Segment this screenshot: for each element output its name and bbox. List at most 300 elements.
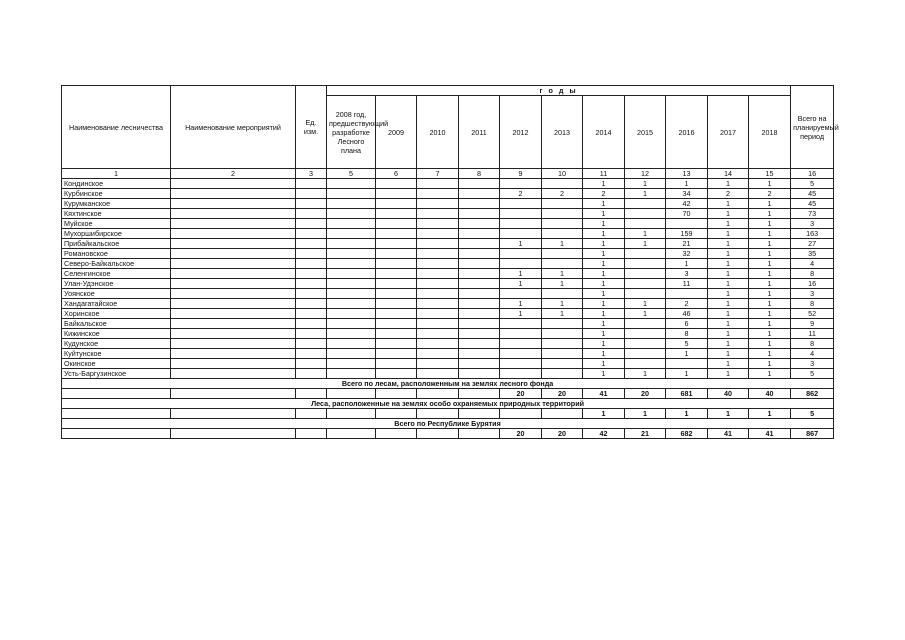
measure-cell — [171, 429, 296, 439]
value-cell: 41 — [749, 429, 791, 439]
table-row — [62, 259, 834, 269]
value-cell: 1 — [749, 269, 791, 279]
measure-cell — [171, 339, 296, 349]
value-cell — [459, 199, 500, 209]
measure-cell — [171, 199, 296, 209]
value-cell: 20 — [542, 389, 583, 399]
value-cell — [376, 339, 417, 349]
value-cell: 8 — [791, 339, 834, 349]
value-cell: 1 — [708, 239, 749, 249]
value-cell: 73 — [791, 209, 834, 219]
forestry-name: Окинское — [62, 359, 171, 369]
unit-cell — [296, 309, 327, 319]
value-cell — [327, 289, 376, 299]
unit-cell — [296, 249, 327, 259]
value-cell — [417, 279, 459, 289]
value-cell: 1 — [583, 259, 625, 269]
value-cell: 1 — [708, 319, 749, 329]
value-cell — [459, 309, 500, 319]
unit-cell — [296, 429, 327, 439]
header-forestry: Наименование лесничества — [62, 86, 171, 169]
value-cell — [327, 279, 376, 289]
value-cell — [459, 219, 500, 229]
value-cell: 682 — [666, 429, 708, 439]
value-cell: 16 — [791, 279, 834, 289]
value-cell — [459, 299, 500, 309]
value-cell — [625, 249, 666, 259]
value-cell — [417, 389, 459, 399]
forestry-name: Муйское — [62, 219, 171, 229]
value-cell — [417, 429, 459, 439]
unit-cell — [296, 189, 327, 199]
value-cell: 52 — [791, 309, 834, 319]
value-cell: 1 — [708, 359, 749, 369]
value-cell — [376, 269, 417, 279]
value-cell: 5 — [791, 179, 834, 189]
section-total-row — [62, 389, 834, 399]
unit-cell — [296, 209, 327, 219]
value-cell: 20 — [542, 429, 583, 439]
value-cell — [500, 319, 542, 329]
value-cell — [327, 199, 376, 209]
value-cell — [327, 319, 376, 329]
value-cell: 1 — [583, 209, 625, 219]
value-cell: 40 — [708, 389, 749, 399]
value-cell: 1 — [625, 309, 666, 319]
unit-cell — [296, 259, 327, 269]
header-prior-year: 2008 год, предшествующий разработке Лесного плана — [327, 96, 376, 169]
value-cell — [417, 369, 459, 379]
value-cell: 681 — [666, 389, 708, 399]
value-cell: 1 — [708, 269, 749, 279]
value-cell: 46 — [666, 309, 708, 319]
value-cell: 20 — [625, 389, 666, 399]
value-cell: 1 — [708, 349, 749, 359]
value-cell — [500, 409, 542, 419]
value-cell — [625, 359, 666, 369]
value-cell — [666, 359, 708, 369]
unit-cell — [296, 179, 327, 189]
value-cell — [376, 309, 417, 319]
value-cell — [542, 339, 583, 349]
unit-cell — [296, 359, 327, 369]
measure-cell — [171, 289, 296, 299]
column-number: 16 — [791, 169, 834, 179]
value-cell — [625, 349, 666, 359]
forestry-name: Кижинское — [62, 329, 171, 339]
value-cell: 21 — [625, 429, 666, 439]
value-cell — [459, 289, 500, 299]
value-cell: 159 — [666, 229, 708, 239]
table-row — [62, 349, 834, 359]
value-cell: 8 — [791, 299, 834, 309]
forestry-name: Мухоршибирское — [62, 229, 171, 239]
value-cell — [542, 259, 583, 269]
value-cell — [376, 239, 417, 249]
value-cell — [417, 249, 459, 259]
table-row — [62, 339, 834, 349]
value-cell — [327, 339, 376, 349]
value-cell — [376, 319, 417, 329]
table-row — [62, 189, 834, 199]
header-year: 2014 — [583, 96, 625, 169]
value-cell — [459, 329, 500, 339]
value-cell — [542, 349, 583, 359]
measure-cell — [171, 389, 296, 399]
section-total-row — [62, 409, 834, 419]
value-cell — [459, 269, 500, 279]
value-cell: 1 — [749, 249, 791, 259]
forestry-name: Курбинское — [62, 189, 171, 199]
value-cell: 1 — [749, 299, 791, 309]
value-cell: 1 — [666, 409, 708, 419]
value-cell: 2 — [666, 299, 708, 309]
value-cell: 1 — [749, 229, 791, 239]
section-title: Всего по лесам, расположенным на землях лесного фонда — [62, 379, 834, 389]
column-number: 13 — [666, 169, 708, 179]
value-cell — [376, 249, 417, 259]
value-cell — [327, 219, 376, 229]
value-cell — [625, 209, 666, 219]
value-cell — [459, 319, 500, 329]
value-cell — [417, 239, 459, 249]
value-cell — [459, 409, 500, 419]
value-cell — [417, 219, 459, 229]
value-cell: 867 — [791, 429, 834, 439]
table-row — [62, 369, 834, 379]
forestry-name: Кондинское — [62, 179, 171, 189]
value-cell: 1 — [583, 239, 625, 249]
value-cell: 1 — [625, 299, 666, 309]
value-cell: 1 — [583, 199, 625, 209]
unit-cell — [296, 349, 327, 359]
value-cell — [625, 199, 666, 209]
header-year: 2015 — [625, 96, 666, 169]
unit-cell — [296, 279, 327, 289]
value-cell — [327, 239, 376, 249]
value-cell: 1 — [625, 179, 666, 189]
value-cell: 1 — [500, 299, 542, 309]
value-cell: 45 — [791, 199, 834, 209]
value-cell — [417, 329, 459, 339]
value-cell — [327, 409, 376, 419]
unit-cell — [296, 339, 327, 349]
value-cell — [666, 289, 708, 299]
value-cell — [376, 299, 417, 309]
value-cell — [327, 259, 376, 269]
value-cell: 1 — [749, 369, 791, 379]
value-cell — [327, 209, 376, 219]
measure-cell — [171, 269, 296, 279]
table-row — [62, 249, 834, 259]
value-cell: 1 — [542, 239, 583, 249]
value-cell — [417, 269, 459, 279]
measure-cell — [171, 209, 296, 219]
measure-cell — [171, 259, 296, 269]
value-cell — [625, 269, 666, 279]
value-cell: 1 — [583, 329, 625, 339]
value-cell — [542, 409, 583, 419]
value-cell — [376, 199, 417, 209]
value-cell — [625, 339, 666, 349]
value-cell: 1 — [542, 309, 583, 319]
value-cell: 32 — [666, 249, 708, 259]
unit-cell — [296, 289, 327, 299]
value-cell: 1 — [500, 239, 542, 249]
value-cell: 1 — [749, 319, 791, 329]
forestry-name: Хандагатайское — [62, 299, 171, 309]
value-cell — [459, 259, 500, 269]
value-cell: 34 — [666, 189, 708, 199]
value-cell: 21 — [666, 239, 708, 249]
value-cell — [625, 259, 666, 269]
value-cell — [417, 199, 459, 209]
value-cell: 163 — [791, 229, 834, 239]
value-cell — [327, 349, 376, 359]
value-cell: 5 — [791, 409, 834, 419]
section-title: Леса, расположенные на землях особо охраняемых природных территорий — [62, 399, 834, 409]
value-cell: 1 — [749, 339, 791, 349]
measure-cell — [171, 309, 296, 319]
measure-cell — [171, 219, 296, 229]
value-cell — [376, 409, 417, 419]
value-cell — [376, 259, 417, 269]
value-cell: 1 — [583, 309, 625, 319]
value-cell — [376, 329, 417, 339]
header-measure: Наименование мероприятий — [171, 86, 296, 169]
value-cell: 2 — [542, 189, 583, 199]
value-cell — [500, 229, 542, 239]
value-cell — [542, 249, 583, 259]
unit-cell — [296, 199, 327, 209]
column-number: 1 — [62, 169, 171, 179]
value-cell — [666, 219, 708, 229]
measure-cell — [171, 279, 296, 289]
value-cell — [376, 429, 417, 439]
value-cell: 2 — [583, 189, 625, 199]
value-cell: 41 — [708, 429, 749, 439]
column-number: 14 — [708, 169, 749, 179]
value-cell — [417, 229, 459, 239]
value-cell: 35 — [791, 249, 834, 259]
value-cell — [625, 279, 666, 289]
value-cell — [500, 219, 542, 229]
header-year: 2010 — [417, 96, 459, 169]
value-cell — [327, 249, 376, 259]
value-cell: 1 — [542, 279, 583, 289]
value-cell: 20 — [500, 389, 542, 399]
value-cell — [625, 289, 666, 299]
value-cell: 1 — [708, 279, 749, 289]
measure-cell — [171, 179, 296, 189]
value-cell — [459, 229, 500, 239]
value-cell — [542, 209, 583, 219]
header-year: 2009 — [376, 96, 417, 169]
value-cell: 8 — [666, 329, 708, 339]
value-cell: 2 — [708, 189, 749, 199]
value-cell: 1 — [583, 359, 625, 369]
unit-cell — [296, 319, 327, 329]
value-cell: 1 — [708, 249, 749, 259]
forestry-name: Усть-Баргузинское — [62, 369, 171, 379]
value-cell — [625, 329, 666, 339]
value-cell — [459, 359, 500, 369]
unit-cell — [296, 369, 327, 379]
section-title-row — [62, 379, 834, 389]
value-cell: 20 — [500, 429, 542, 439]
forestry-name: Курумканское — [62, 199, 171, 209]
value-cell — [500, 359, 542, 369]
value-cell: 1 — [625, 229, 666, 239]
value-cell — [542, 319, 583, 329]
value-cell — [417, 289, 459, 299]
value-cell — [376, 219, 417, 229]
column-number: 8 — [459, 169, 500, 179]
value-cell — [417, 209, 459, 219]
value-cell: 11 — [791, 329, 834, 339]
value-cell: 1 — [542, 299, 583, 309]
value-cell — [327, 359, 376, 369]
column-number: 10 — [542, 169, 583, 179]
unit-cell — [296, 219, 327, 229]
column-number: 9 — [500, 169, 542, 179]
value-cell — [459, 209, 500, 219]
unit-cell — [296, 299, 327, 309]
value-cell — [542, 369, 583, 379]
value-cell: 45 — [791, 189, 834, 199]
value-cell — [542, 229, 583, 239]
forest-plan-table — [61, 85, 839, 439]
value-cell — [417, 179, 459, 189]
forestry-name: Куйтунское — [62, 349, 171, 359]
value-cell: 1 — [583, 339, 625, 349]
header-year: 2012 — [500, 96, 542, 169]
value-cell: 1 — [749, 209, 791, 219]
unit-cell — [296, 329, 327, 339]
value-cell: 1 — [666, 259, 708, 269]
value-cell: 42 — [666, 199, 708, 209]
unit-cell — [296, 389, 327, 399]
value-cell — [327, 309, 376, 319]
forestry-name: Хоринское — [62, 309, 171, 319]
table-row — [62, 269, 834, 279]
column-number: 5 — [327, 169, 376, 179]
value-cell: 1 — [583, 279, 625, 289]
value-cell: 1 — [749, 259, 791, 269]
value-cell: 1 — [749, 179, 791, 189]
value-cell — [376, 189, 417, 199]
section-title-row — [62, 399, 834, 409]
value-cell — [542, 179, 583, 189]
forestry-name: Кяхтинское — [62, 209, 171, 219]
forestry-name: Романовское — [62, 249, 171, 259]
value-cell — [625, 319, 666, 329]
header-year: 2011 — [459, 96, 500, 169]
unit-cell — [296, 239, 327, 249]
value-cell — [376, 279, 417, 289]
value-cell: 2 — [749, 189, 791, 199]
measure-cell — [171, 319, 296, 329]
value-cell: 1 — [666, 369, 708, 379]
value-cell: 1 — [583, 409, 625, 419]
value-cell: 9 — [791, 319, 834, 329]
value-cell — [417, 309, 459, 319]
value-cell: 1 — [625, 369, 666, 379]
value-cell: 42 — [583, 429, 625, 439]
value-cell: 1 — [666, 179, 708, 189]
value-cell: 1 — [583, 229, 625, 239]
value-cell: 1 — [749, 219, 791, 229]
value-cell — [417, 319, 459, 329]
value-cell: 1 — [666, 349, 708, 359]
forestry-name: Прибайкальское — [62, 239, 171, 249]
value-cell: 1 — [749, 239, 791, 249]
value-cell — [459, 239, 500, 249]
value-cell — [327, 189, 376, 199]
value-cell — [417, 359, 459, 369]
unit-cell — [296, 409, 327, 419]
value-cell — [542, 359, 583, 369]
column-number: 2 — [171, 169, 296, 179]
value-cell — [327, 389, 376, 399]
value-cell: 5 — [666, 339, 708, 349]
table-row — [62, 229, 834, 239]
value-cell — [500, 199, 542, 209]
value-cell — [542, 329, 583, 339]
table-row — [62, 199, 834, 209]
value-cell: 70 — [666, 209, 708, 219]
value-cell — [459, 179, 500, 189]
value-cell: 3 — [666, 269, 708, 279]
value-cell: 3 — [791, 359, 834, 369]
value-cell: 1 — [708, 409, 749, 419]
value-cell — [625, 219, 666, 229]
value-cell — [327, 299, 376, 309]
value-cell: 27 — [791, 239, 834, 249]
value-cell: 1 — [583, 249, 625, 259]
value-cell — [500, 369, 542, 379]
measure-cell — [171, 369, 296, 379]
unit-cell — [296, 229, 327, 239]
value-cell: 40 — [749, 389, 791, 399]
value-cell — [500, 289, 542, 299]
table-row — [62, 319, 834, 329]
forestry-name: Байкальское — [62, 319, 171, 329]
header-total: Всего на планируемый период — [791, 86, 834, 169]
value-cell: 1 — [708, 299, 749, 309]
value-cell — [376, 209, 417, 219]
value-cell: 1 — [749, 309, 791, 319]
value-cell: 1 — [625, 409, 666, 419]
table-row — [62, 299, 834, 309]
value-cell: 1 — [708, 229, 749, 239]
value-cell: 1 — [583, 219, 625, 229]
measure-cell — [171, 249, 296, 259]
value-cell — [417, 259, 459, 269]
value-cell: 4 — [791, 259, 834, 269]
value-cell: 1 — [625, 189, 666, 199]
value-cell: 1 — [749, 329, 791, 339]
value-cell: 2 — [500, 189, 542, 199]
value-cell: 1 — [749, 289, 791, 299]
value-cell — [500, 339, 542, 349]
value-cell — [459, 369, 500, 379]
forestry-name: Селенгинское — [62, 269, 171, 279]
measure-cell — [171, 229, 296, 239]
section-title-row — [62, 419, 834, 429]
value-cell: 1 — [708, 289, 749, 299]
value-cell — [327, 369, 376, 379]
